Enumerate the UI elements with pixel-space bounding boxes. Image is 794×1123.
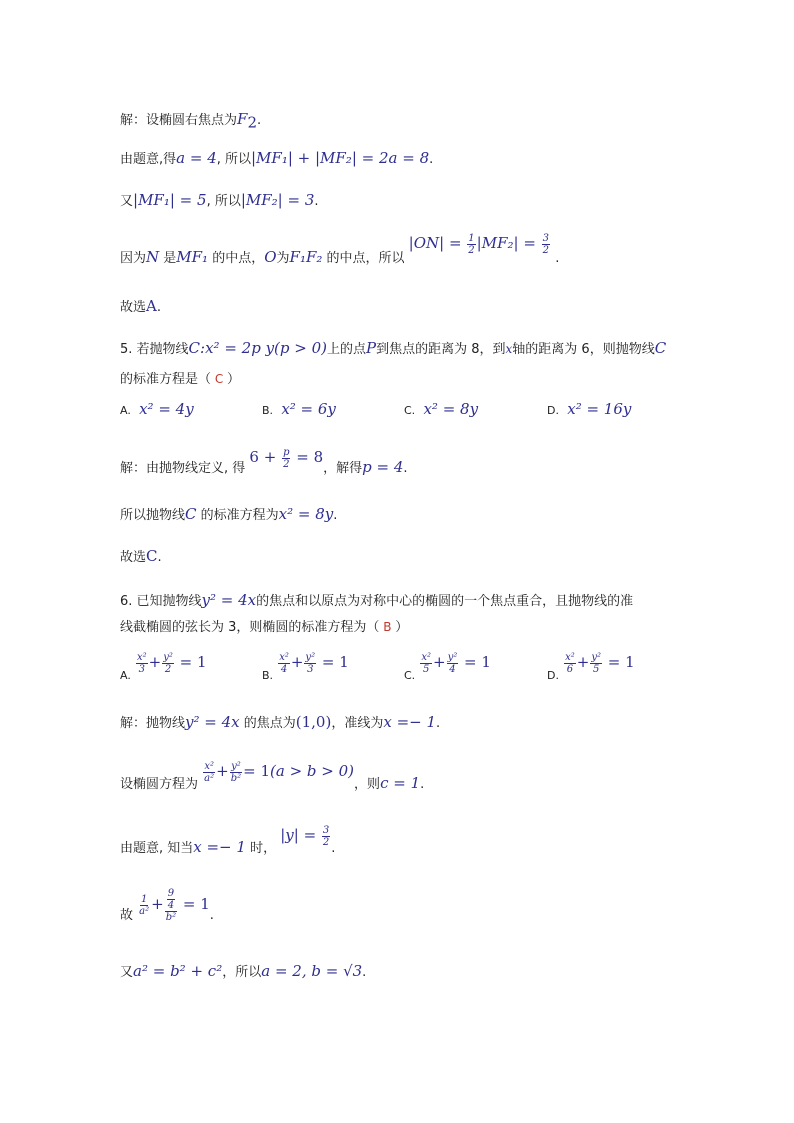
option-label: D.	[547, 669, 559, 682]
denominator: 2	[468, 245, 475, 256]
math: |MF₂| = 3	[240, 191, 315, 209]
numerator: y²	[163, 652, 173, 663]
math: A	[146, 297, 157, 315]
numerator: 3	[322, 825, 330, 836]
denominator: 4	[167, 900, 175, 911]
math: F	[237, 110, 248, 128]
solution-line	[120, 295, 161, 319]
fraction-expr: $\frac{1}{\text{a²}}$ + $\frac{\frac{9}{4}}{\text{b²}}$ = 1	[139, 888, 210, 923]
text: 因为	[120, 251, 147, 266]
fraction	[162, 652, 174, 675]
solution-line	[120, 888, 214, 933]
solution-line	[120, 503, 337, 527]
denominator: a²	[204, 773, 215, 784]
math: x	[505, 342, 513, 356]
math: (1,0)	[295, 713, 332, 731]
math: |ON| =	[408, 234, 467, 252]
text: 的中点，所以	[322, 251, 405, 266]
math: x² = 8y	[278, 505, 334, 523]
fraction	[467, 233, 475, 256]
numerator: 1	[140, 894, 148, 905]
math: (a > b > 0)	[270, 762, 355, 780]
option-d: $_{D.}$ $\frac{\text{x²}}{6}$ + $\frac{\text{y²}}{5}$ = 1	[547, 652, 635, 682]
text: .	[156, 300, 161, 315]
text: .	[555, 251, 560, 266]
fraction	[230, 761, 242, 784]
fraction	[165, 888, 177, 923]
text: 设椭圆方程为	[120, 777, 199, 792]
fraction	[447, 652, 459, 675]
text: , 所以	[216, 152, 251, 167]
option-d	[547, 400, 631, 418]
math: |MF₁| = 5	[133, 191, 207, 209]
solution-line	[120, 447, 408, 480]
math: = 1	[178, 895, 210, 913]
text: 的焦点为	[239, 716, 296, 731]
question-text	[120, 616, 408, 639]
option-b: $_{B.}$ $\frac{\text{x²}}{4}$ + $\frac{\text{y²}}{3}$ = 1	[262, 652, 349, 682]
math: |MF₁| + |MF₂| = 2a = 8	[251, 149, 430, 167]
option-a: $_{A.}$ $\frac{\text{x²}}{3}$ + $\frac{\text{y²}}{2}$ = 1	[120, 652, 207, 682]
fraction	[278, 652, 290, 675]
text: ，所以	[222, 965, 262, 980]
text: 又	[120, 194, 134, 209]
math: = 1	[459, 653, 491, 671]
math: |MF₂| =	[476, 234, 541, 252]
fraction	[167, 888, 175, 911]
solution-line	[120, 147, 433, 171]
denominator: 2	[164, 664, 172, 675]
fraction	[138, 894, 150, 917]
math: C	[185, 505, 197, 523]
text: 解：由抛物线定义, 得	[120, 461, 246, 476]
text: 上的点	[327, 342, 367, 357]
fraction	[304, 652, 316, 675]
math: x² = 4y	[139, 400, 194, 418]
option-label: C.	[404, 669, 416, 682]
fraction	[590, 652, 602, 675]
text: .	[314, 194, 319, 209]
text: 又	[120, 965, 134, 980]
math: y² = 4x	[185, 713, 240, 731]
math: a = 4	[176, 149, 217, 167]
text: ）	[227, 372, 241, 387]
denominator: 2	[542, 245, 550, 256]
text: .	[429, 152, 434, 167]
math: a = 2, b = √3	[261, 962, 363, 980]
numerator: 1	[468, 233, 475, 244]
solution-line	[120, 711, 440, 735]
answer-mark: B	[379, 620, 396, 634]
math: c = 1	[380, 774, 421, 792]
denominator: a²	[139, 906, 150, 917]
option-b	[262, 400, 336, 418]
text: 所以抛物线	[120, 508, 186, 523]
solution-line	[120, 545, 162, 569]
option-c	[404, 400, 478, 418]
option-label: D.	[547, 404, 559, 417]
math: x =− 1	[383, 713, 437, 731]
text: 故选	[120, 550, 147, 565]
text: .	[256, 113, 262, 128]
numerator: x²	[421, 652, 431, 663]
numerator	[165, 888, 177, 912]
math: = 1	[174, 653, 207, 671]
fraction	[203, 761, 215, 784]
math: x =− 1	[193, 838, 246, 856]
text: .	[420, 777, 425, 792]
math: |y| =	[280, 826, 321, 844]
denominator: 2	[283, 459, 290, 470]
question-text	[120, 589, 633, 613]
text: 解：抛物线	[120, 716, 186, 731]
solution-line	[120, 233, 560, 270]
option-a	[120, 400, 194, 418]
fraction	[282, 447, 290, 470]
fraction-expr	[280, 825, 331, 848]
denominator: 4	[449, 664, 456, 675]
text: 到焦点的距离为 8，到	[376, 342, 506, 357]
text: ）	[395, 620, 409, 635]
text: ，则	[354, 777, 381, 792]
text: .	[403, 461, 408, 476]
denominator: b²	[165, 912, 177, 923]
question-text	[120, 337, 666, 361]
text: 为	[276, 251, 290, 266]
fraction	[136, 652, 148, 675]
denominator: 6	[566, 664, 574, 675]
math: = 8	[291, 448, 324, 466]
numerator: y²	[305, 652, 316, 663]
math: x² = 8y	[423, 400, 479, 418]
numerator: x²	[279, 652, 289, 663]
math: x² = 6y	[281, 400, 336, 418]
option-label: B.	[262, 404, 274, 417]
numerator: y²	[231, 761, 241, 772]
math: x² = 16y	[567, 400, 632, 418]
fraction-expr	[408, 233, 556, 256]
math: F₁F₂	[289, 248, 323, 266]
denominator: 2	[322, 837, 330, 848]
text: 的中点，	[208, 251, 265, 266]
text: .	[436, 716, 441, 731]
text: 是	[159, 251, 177, 266]
math: = 1	[243, 762, 271, 780]
math: p = 4	[362, 458, 404, 476]
text: ，解得	[323, 461, 363, 476]
math: = 1	[317, 653, 349, 671]
math: N	[146, 248, 160, 266]
fraction-expr	[249, 447, 324, 470]
option-c: $_{C.}$ $\frac{\text{x²}}{5}$ + $\frac{\text{y²}}{4}$ = 1	[404, 652, 491, 682]
math: a² = b² + c²	[133, 962, 223, 980]
numerator: 3	[542, 233, 550, 244]
numerator: y²	[591, 652, 602, 663]
text: .	[333, 508, 338, 523]
question-text	[120, 368, 240, 391]
text: .	[331, 841, 336, 856]
text: 解：设椭圆右焦点为	[120, 113, 238, 128]
text: 由题意, 知当	[120, 841, 194, 856]
text: ，准线为	[331, 716, 384, 731]
option-label: B.	[262, 669, 274, 682]
numerator: x²	[204, 761, 214, 772]
math: C	[654, 339, 667, 357]
math: C	[146, 547, 158, 565]
numerator: x²	[136, 652, 147, 663]
option-label: A.	[120, 669, 131, 682]
numerator: y²	[447, 652, 458, 663]
answer-mark: C	[211, 372, 228, 386]
text: 6. 已知抛物线	[120, 594, 202, 609]
math: C:x² = 2p y(p > 0)	[188, 339, 327, 357]
denominator: b²	[230, 773, 242, 784]
text: 线截椭圆的弦长为 3，则椭圆的标准方程为（	[120, 620, 380, 635]
math: MF₁	[176, 248, 209, 266]
numerator: p	[283, 447, 290, 458]
solution-line	[120, 108, 261, 134]
solution-line	[120, 825, 336, 860]
math-sub: 2	[247, 113, 257, 132]
fraction	[564, 652, 576, 675]
solution-line	[120, 960, 366, 984]
math: y² = 4x	[201, 591, 257, 609]
fraction	[542, 233, 550, 256]
denominator: 3	[138, 664, 145, 675]
math: 6 +	[249, 448, 282, 466]
text: 5. 若抛物线	[120, 342, 189, 357]
numerator: 9	[167, 888, 175, 899]
text: 故选	[120, 300, 147, 315]
text: .	[157, 550, 162, 565]
math: P	[366, 339, 377, 357]
text: 故	[120, 908, 134, 923]
option-label: A.	[120, 404, 131, 417]
math: = 1	[603, 653, 635, 671]
numerator: x²	[565, 652, 575, 663]
denominator: 4	[280, 664, 288, 675]
text: 时，	[245, 841, 277, 856]
text: 由题意,得	[120, 152, 177, 167]
text: .	[209, 908, 214, 923]
text: 轴的距离为 6，则抛物线	[512, 342, 655, 357]
option-label: C.	[404, 404, 416, 417]
solution-line	[120, 189, 319, 213]
text: .	[362, 965, 367, 980]
text: 的标准方程为	[196, 508, 279, 523]
fraction-expr: $\frac{\text{x²}}{\text{a²}}$ + $\frac{\text{y²}}{\text{b²}}$ = 1(a > b > 0)	[204, 761, 355, 784]
fraction	[322, 825, 330, 848]
fraction	[420, 652, 432, 675]
math: O	[264, 248, 277, 266]
text: , 所以	[206, 194, 241, 209]
denominator: 3	[307, 664, 314, 675]
denominator: 5	[422, 664, 430, 675]
text: 的焦点和以原点为对称中心的椭圆的一个焦点重合，且抛物线的准	[256, 594, 634, 609]
text: 的标准方程是（	[120, 372, 212, 387]
denominator: 5	[592, 664, 600, 675]
solution-line	[120, 761, 425, 796]
